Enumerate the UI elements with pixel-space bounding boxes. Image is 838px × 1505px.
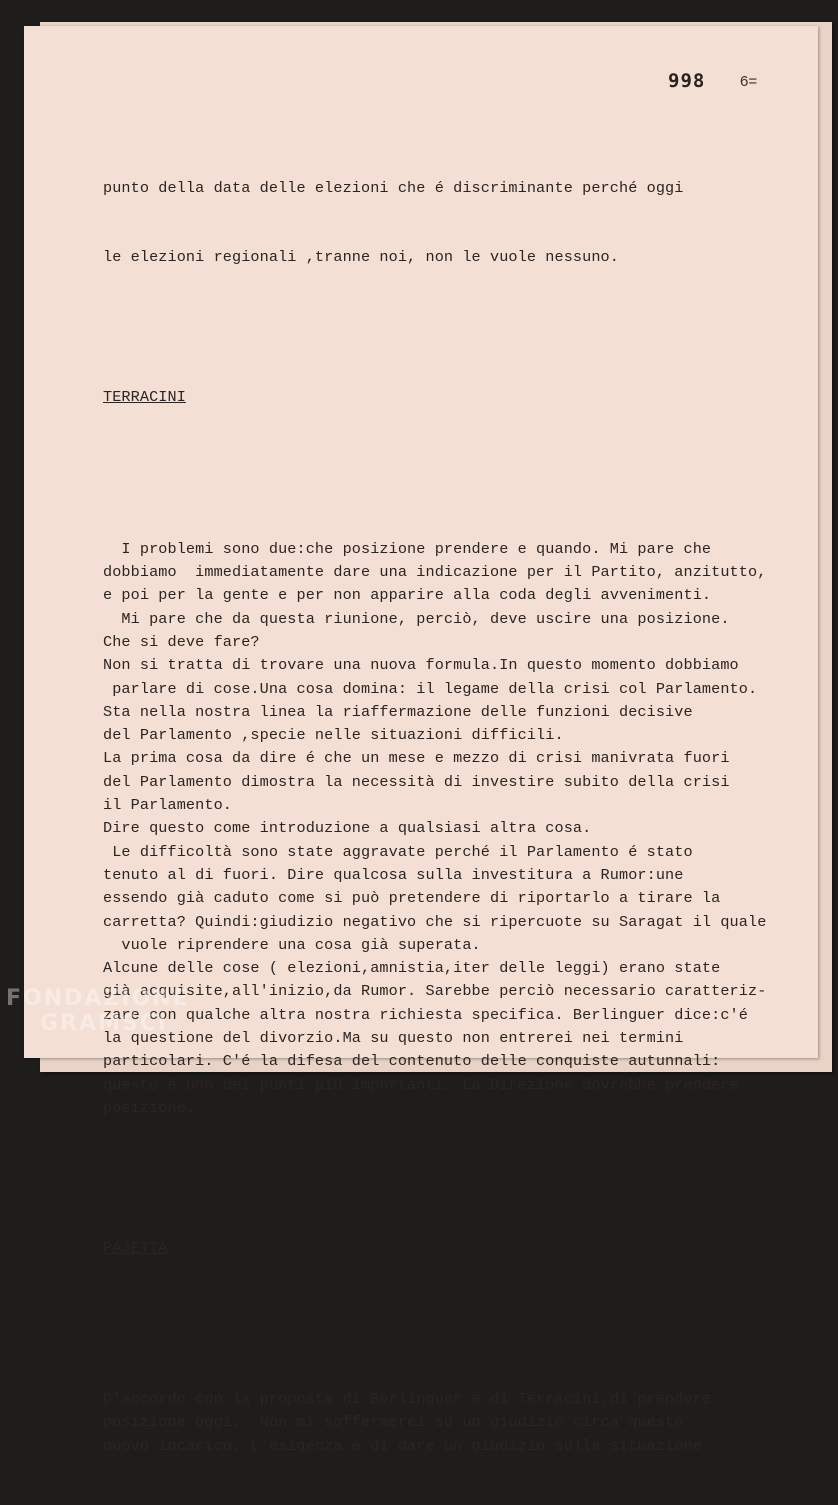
text-line: carretta? Quindi:giudizio negativo che si ripercuote su Saragat il quale <box>103 912 767 931</box>
text-line: essendo già caduto come si può pretendere di riportarlo a tirare la <box>103 889 721 908</box>
page-note: 6= <box>740 73 758 90</box>
text-line: la questione del divorzio.Ma su questo non entrerei nei termini <box>103 1028 684 1047</box>
text-line: tenuto al di fuori. Dire qualcosa sulla investitura a Rumor:une <box>103 865 684 884</box>
text-line: Che si deve fare? <box>103 632 260 651</box>
text-line: del Parlamento dimostra la necessità di investire subito della crisi <box>103 772 730 791</box>
text-line: particolari. C'é la difesa del contenuto delle conquiste autunnali: <box>103 1052 721 1071</box>
watermark-line-2: GRAMSCI <box>40 1011 169 1036</box>
text-line: Le difficoltà sono state aggravate perché il Parlamento é stato <box>103 842 693 861</box>
text-line: Dire questo come introduzione a qualsiasi altra cosa. <box>103 819 592 838</box>
text-line: dobbiamo immediatamente dare una indicazione per il Partito, anzitutto, <box>103 563 767 582</box>
speaker-heading-pajetta: PAJETTA <box>103 1238 168 1257</box>
text-line: La prima cosa da dire é che un mese e mezzo di crisi manivrata fuori <box>103 749 730 768</box>
typewritten-page <box>24 26 818 1455</box>
text-line: nuovo incarico. L'esigenza é di dare un giudizio sulla situazione <box>103 1436 702 1455</box>
text-line: Sta nella nostra linea la riaffermazione delle funzioni decisive <box>103 702 693 721</box>
text-line: posizione. <box>103 1098 196 1117</box>
fondazione-gramsci-watermark <box>6 986 190 1036</box>
text-line: Alcune delle cose ( elezioni,amnistia,iter delle leggi) erano state <box>103 959 721 978</box>
text-line: il Parlamento. <box>103 796 232 815</box>
text-line: vuole riprendere una cosa già superata. <box>103 935 481 954</box>
text-line: posizione oggi. Non mi soffermerei su un giudizio circa questo <box>103 1413 684 1432</box>
text-line: già acquisite,all'inizio,da Rumor. Sarebbe perciò necessario caratteriz- <box>103 982 767 1001</box>
text-line: Mi pare che da questa riunione, perciò, deve uscire una posizione. <box>103 609 730 628</box>
text-line: punto della data delle elezioni che é discriminante perché oggi <box>103 178 684 197</box>
pajetta-paragraph <box>103 1388 803 1458</box>
speaker-heading-terracini: TERRACINI <box>103 388 186 407</box>
text-line: parlare di cose.Una cosa domina: il legame della crisi col Parlamento. <box>103 679 758 698</box>
text-line: I problemi sono due:che posizione prendere e quando. Mi pare che <box>103 539 712 558</box>
page-number: 998 <box>668 70 706 92</box>
text-line: e poi per la gente e per non apparire alla coda degli avvenimenti. <box>103 586 712 605</box>
text-line: D'accordo con la proposta di Berlinguer e di Terracini,di prendere <box>103 1390 712 1409</box>
terracini-paragraph <box>103 538 803 1120</box>
text-line: questo é uno dei punti più importanti. La Direzione dovrebbe prendere <box>103 1075 739 1094</box>
text-line: zare con qualche altra nostra richiesta specifica. Berlinguer dice:c'é <box>103 1005 748 1024</box>
watermark-line-1: FONDAZIONE <box>6 986 190 1011</box>
text-line: del Parlamento ,specie nelle situazioni difficili. <box>103 726 564 745</box>
page-text <box>103 130 803 1505</box>
text-line: Non si tratta di trovare una nuova formula.In questo momento dobbiamo <box>103 656 739 675</box>
text-line: le elezioni regionali ,tranne noi, non le vuole nessuno. <box>103 248 619 267</box>
